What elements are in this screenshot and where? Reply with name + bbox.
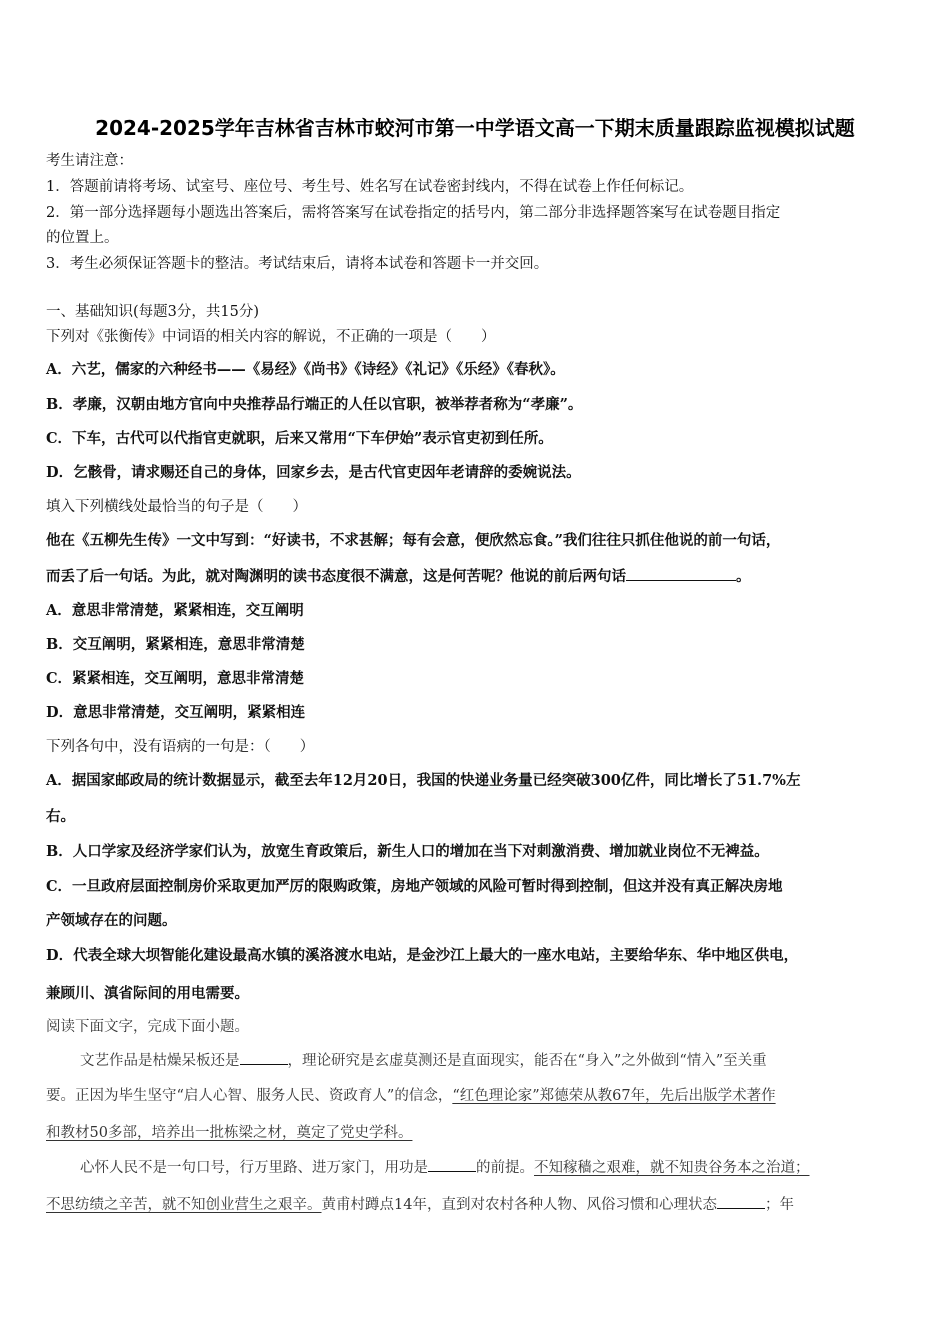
q2-stem: 填入下列横线处最恰当的句子是（ ）: [46, 499, 307, 515]
q3-option-d: D．代表全球大坝智能化建设最高水镇的溪洛渡水电站，是金沙江上最大的一座水电站，主要给华东、华中地区供电，: [46, 947, 799, 964]
q2-option-b: B．交互阐明，紧紧相连，意思非常清楚: [46, 636, 305, 653]
q3-stem: 下列各句中，没有语病的一句是：（ ）: [46, 739, 315, 755]
q1-option-d: D．乞骸骨，请求赐还自己的身体，回家乡去，是古代官吏因年老请辞的委婉说法。: [46, 464, 581, 481]
notice-item-3: 3．考生必须保证答题卡的整洁。考试结束后，请将本试卷和答题卡一并交回。: [46, 256, 549, 272]
reading-p2-line-1: [80, 1157, 810, 1178]
q2-text-line-1: 他在《五柳先生传》一文中写到：“好读书，不求甚解；每有会意，便欣然忘食。”我们往往只抓住他说的前一句话，: [46, 532, 781, 549]
reading-p1-line-3: 和教材50多部，培养出一批栋梁之材，奠定了党史学科。: [46, 1125, 413, 1141]
underlined-sentence: 不知稼穑之艰难，就不知贵谷务本之治道；: [534, 1160, 810, 1176]
reading-p2-text-b: 的前提。: [476, 1160, 534, 1176]
notice-heading: 考生请注意：: [46, 153, 133, 169]
notice-item-2: 2．第一部分选择题每小题选出答案后，需将答案写在试卷指定的括号内，第二部分非选择题答案写在试卷题目指定: [46, 205, 781, 221]
reading-p2-text-d: ；年: [764, 1197, 794, 1213]
section-heading: 一、基础知识(每题3分，共15分): [46, 304, 259, 320]
q1-option-a: A．六艺，儒家的六种经书——《易经》《尚书》《诗经》《礼记》《乐经》《春秋》。: [46, 361, 565, 378]
underlined-sentence: 不思纺绩之辛苦，就不知创业营生之艰辛。: [46, 1197, 322, 1213]
answer-blank: [717, 1194, 765, 1209]
answer-blank: [240, 1050, 288, 1065]
q1-option-b: B．孝廉，汉朝由地方官向中央推荐品行端正的人任以官职，被举荐者称为“孝廉”。: [46, 396, 583, 413]
q3-option-a: A．据国家邮政局的统计数据显示，截至去年12月20日，我国的快递业务量已经突破300亿件，同比增长了51.7%左: [46, 772, 801, 789]
q3-option-b: B．人口学家及经济学家们认为，放宽生育政策后，新生人口的增加在当下对刺激消费、增加就业岗位不无裨益。: [46, 843, 769, 860]
q2-option-c: C．紧紧相连，交互阐明，意思非常清楚: [46, 670, 305, 687]
reading-p1-text-c: 要。正因为毕生坚守“启人心智、服务人民、资政育人”的信念，: [46, 1088, 453, 1104]
answer-blank: [428, 1157, 476, 1172]
reading-p1-line-1: [80, 1050, 767, 1071]
notice-item-1: 1．答题前请将考场、试室号、座位号、考生号、姓名写在试卷密封线内，不得在试卷上作任何标记。: [46, 179, 694, 195]
notice-item-2-cont: 的位置上。: [46, 230, 119, 246]
reading-p2-text-c: 黄甫村蹲点14年，直到对农村各种人物、风俗习惯和心理状态: [321, 1197, 717, 1213]
q1-option-c: C．下车，古代可以代指官吏就职，后来又常用“下车伊始”表示官吏初到任所。: [46, 430, 553, 447]
answer-blank: [626, 566, 736, 581]
q3-option-a-cont: 右。: [46, 808, 75, 825]
q2-text-line-2: [46, 566, 751, 587]
q3-option-d-cont: 兼顾川、滇省际间的用电需要。: [46, 985, 249, 1002]
reading-intro: 阅读下面文字，完成下面小题。: [46, 1019, 249, 1035]
q2-option-a: A．意思非常清楚，紧紧相连，交互阐明: [46, 602, 304, 619]
page-title: 2024-2025学年吉林省吉林市蛟河市第一中学语文高一下期末质量跟踪监视模拟试题: [95, 116, 855, 140]
underlined-sentence: “红色理论家”郑德荣从教67年，先后出版学术著作: [452, 1088, 776, 1104]
q3-option-c-cont: 产领域存在的问题。: [46, 912, 177, 929]
q3-option-c: C．一旦政府层面控制房价采取更加严厉的限购政策，房地产领域的风险可暂时得到控制，但这并没有真正解决房地: [46, 878, 783, 895]
q1-stem: 下列对《张衡传》中词语的相关内容的解说，不正确的一项是（ ）: [46, 329, 496, 345]
reading-p2-text-a: 心怀人民不是一句口号，行万里路、进万家门，用功是: [80, 1160, 428, 1176]
q2-text-line-2-content: 而丢了后一句话。为此，就对陶渊明的读书态度很不满意，这是何苦呢？他说的前后两句话: [46, 568, 626, 585]
reading-p1-line-2: [46, 1086, 776, 1106]
q2-text-line-2-end: 。: [736, 568, 751, 585]
reading-p1-text-b: ，理论研究是玄虚莫测还是直面现实，能否在“身入”之外做到“情入”至关重: [287, 1053, 767, 1069]
reading-p2-line-2: [46, 1194, 794, 1215]
q2-option-d: D．意思非常清楚，交互阐明，紧紧相连: [46, 704, 306, 721]
reading-p1-text-a: 文艺作品是枯燥呆板还是: [80, 1053, 240, 1069]
